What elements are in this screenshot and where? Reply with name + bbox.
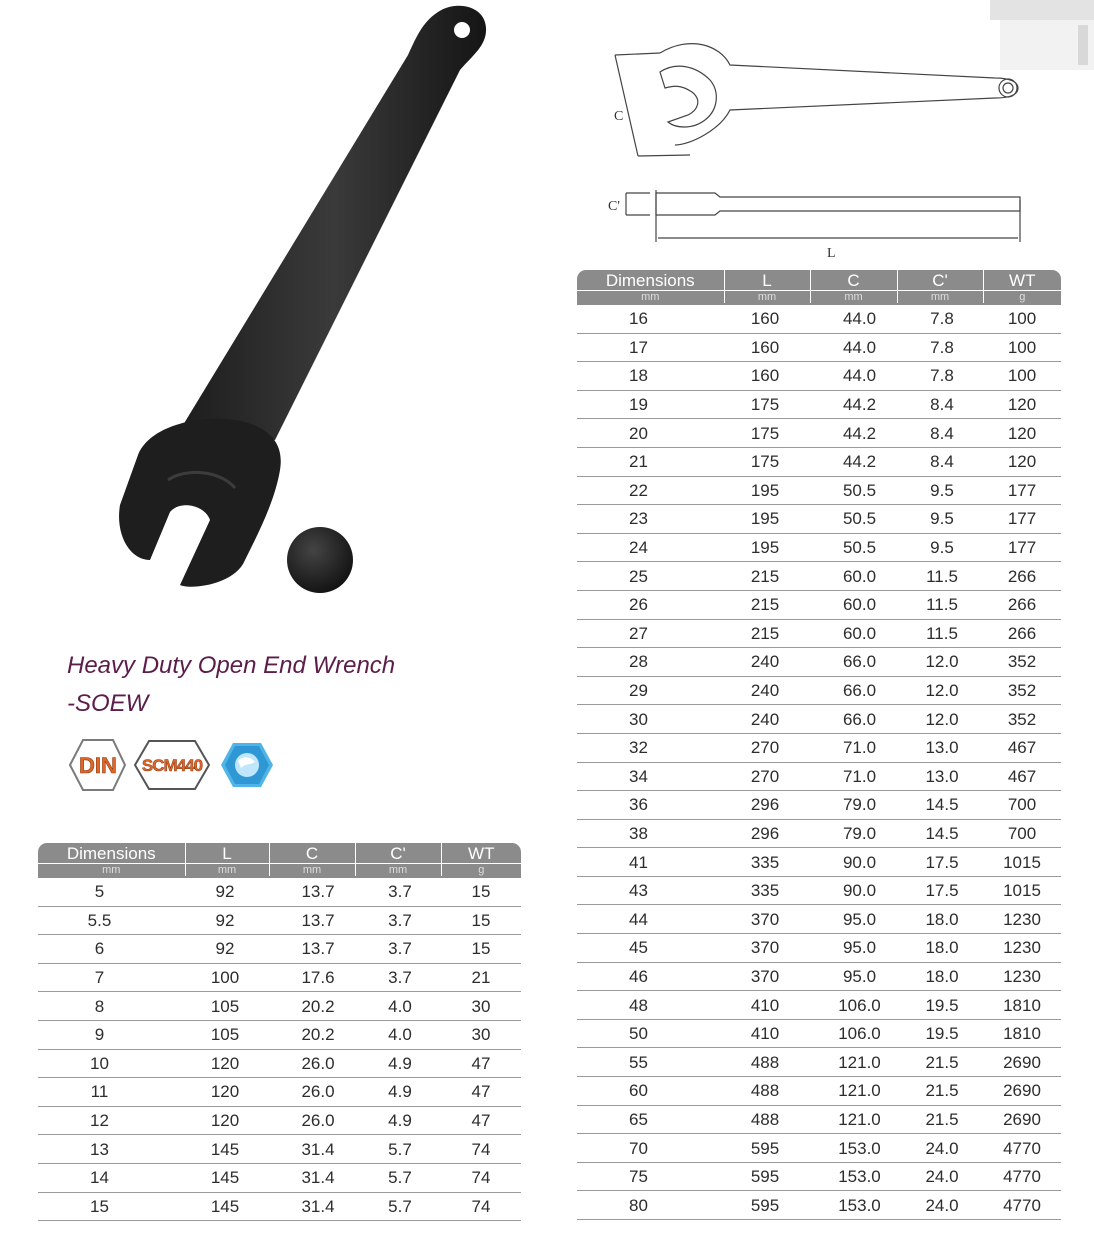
table-row bbox=[577, 362, 1061, 391]
cell-c: 95.0 bbox=[810, 962, 897, 991]
cell-l: 296 bbox=[724, 791, 810, 820]
cell-wt: 1230 bbox=[983, 934, 1061, 963]
cell-l: 120 bbox=[185, 1078, 269, 1107]
cell-c-prime: 19.5 bbox=[897, 991, 983, 1020]
cell-size: 11 bbox=[38, 1078, 185, 1107]
header-l: L mm bbox=[185, 843, 269, 877]
cell-c: 153.0 bbox=[810, 1162, 897, 1191]
cell-size: 6 bbox=[38, 935, 185, 964]
table-row bbox=[577, 848, 1061, 877]
cell-c-prime: 3.7 bbox=[355, 906, 441, 935]
cell-wt: 4770 bbox=[983, 1162, 1061, 1191]
cell-c: 50.5 bbox=[810, 476, 897, 505]
cell-size: 60 bbox=[577, 1077, 724, 1106]
spec-table-large-body bbox=[577, 304, 1061, 1220]
cell-c-prime: 17.5 bbox=[897, 876, 983, 905]
table-row bbox=[577, 333, 1061, 362]
cell-size: 44 bbox=[577, 905, 724, 934]
table-row bbox=[577, 876, 1061, 905]
table-row bbox=[577, 1134, 1061, 1163]
cell-wt: 47 bbox=[441, 1049, 521, 1078]
table-row bbox=[577, 533, 1061, 562]
cell-size: 28 bbox=[577, 648, 724, 677]
table-row bbox=[38, 1049, 521, 1078]
cell-c: 44.2 bbox=[810, 390, 897, 419]
cell-l: 335 bbox=[724, 848, 810, 877]
cell-wt: 21 bbox=[441, 963, 521, 992]
certification-badges bbox=[65, 735, 285, 795]
table-row bbox=[577, 419, 1061, 448]
table-row bbox=[577, 619, 1061, 648]
cell-l: 160 bbox=[724, 333, 810, 362]
cell-c-prime: 7.8 bbox=[897, 304, 983, 333]
cell-l: 175 bbox=[724, 390, 810, 419]
header-dimensions: Dimensions mm bbox=[38, 843, 185, 877]
cell-c-prime: 19.5 bbox=[897, 1019, 983, 1048]
drawing-label-c: C bbox=[614, 109, 624, 124]
table-row bbox=[577, 590, 1061, 619]
table-row bbox=[577, 505, 1061, 534]
cell-l: 105 bbox=[185, 992, 269, 1021]
cell-size: 24 bbox=[577, 533, 724, 562]
cell-size: 45 bbox=[577, 934, 724, 963]
cell-l: 370 bbox=[724, 962, 810, 991]
cell-l: 195 bbox=[724, 505, 810, 534]
cell-c-prime: 11.5 bbox=[897, 562, 983, 591]
cell-wt: 30 bbox=[441, 1020, 521, 1049]
table-row bbox=[577, 1048, 1061, 1077]
cell-l: 195 bbox=[724, 533, 810, 562]
table-row bbox=[577, 390, 1061, 419]
cell-l: 370 bbox=[724, 905, 810, 934]
cell-l: 410 bbox=[724, 1019, 810, 1048]
cell-wt: 15 bbox=[441, 906, 521, 935]
cell-c: 31.4 bbox=[269, 1135, 355, 1164]
table-row bbox=[38, 1078, 521, 1107]
cell-wt: 30 bbox=[441, 992, 521, 1021]
table-row bbox=[577, 1077, 1061, 1106]
drawing-label-l: L bbox=[827, 246, 836, 261]
cell-c-prime: 14.5 bbox=[897, 819, 983, 848]
cell-c: 31.4 bbox=[269, 1192, 355, 1221]
cell-c-prime: 7.8 bbox=[897, 362, 983, 391]
spec-table-small-body bbox=[38, 877, 521, 1221]
cell-c-prime: 8.4 bbox=[897, 419, 983, 448]
cell-size: 7 bbox=[38, 963, 185, 992]
cell-c: 66.0 bbox=[810, 648, 897, 677]
spec-table-header bbox=[577, 270, 1061, 304]
cell-c: 13.7 bbox=[269, 877, 355, 906]
cell-size: 15 bbox=[38, 1192, 185, 1221]
cell-size: 10 bbox=[38, 1049, 185, 1078]
table-row bbox=[577, 648, 1061, 677]
cell-c: 44.0 bbox=[810, 362, 897, 391]
cell-c: 95.0 bbox=[810, 905, 897, 934]
cell-wt: 177 bbox=[983, 476, 1061, 505]
cell-l: 335 bbox=[724, 876, 810, 905]
cell-l: 160 bbox=[724, 304, 810, 333]
cell-c: 106.0 bbox=[810, 991, 897, 1020]
cell-c: 90.0 bbox=[810, 848, 897, 877]
cell-size: 13 bbox=[38, 1135, 185, 1164]
cell-c-prime: 21.5 bbox=[897, 1105, 983, 1134]
cell-wt: 120 bbox=[983, 447, 1061, 476]
cell-wt: 177 bbox=[983, 505, 1061, 534]
cell-c: 90.0 bbox=[810, 876, 897, 905]
spec-table-large bbox=[577, 270, 1061, 1220]
cell-wt: 352 bbox=[983, 705, 1061, 734]
cell-size: 23 bbox=[577, 505, 724, 534]
cell-size: 9 bbox=[38, 1020, 185, 1049]
cell-c-prime: 12.0 bbox=[897, 648, 983, 677]
cell-c-prime: 13.0 bbox=[897, 733, 983, 762]
cell-l: 240 bbox=[724, 676, 810, 705]
cell-wt: 1230 bbox=[983, 962, 1061, 991]
cell-size: 5 bbox=[38, 877, 185, 906]
cell-l: 175 bbox=[724, 447, 810, 476]
cell-c-prime: 5.7 bbox=[355, 1192, 441, 1221]
cell-size: 16 bbox=[577, 304, 724, 333]
table-row bbox=[38, 1192, 521, 1221]
cell-c: 71.0 bbox=[810, 762, 897, 791]
cell-wt: 2690 bbox=[983, 1077, 1061, 1106]
cell-c: 26.0 bbox=[269, 1106, 355, 1135]
cell-wt: 700 bbox=[983, 791, 1061, 820]
cell-l: 92 bbox=[185, 877, 269, 906]
cell-l: 92 bbox=[185, 906, 269, 935]
header-c: C mm bbox=[269, 843, 355, 877]
cell-size: 27 bbox=[577, 619, 724, 648]
cell-c: 153.0 bbox=[810, 1134, 897, 1163]
cell-size: 8 bbox=[38, 992, 185, 1021]
cell-c-prime: 18.0 bbox=[897, 962, 983, 991]
table-row bbox=[38, 935, 521, 964]
cell-size: 36 bbox=[577, 791, 724, 820]
cell-c: 50.5 bbox=[810, 505, 897, 534]
cell-size: 55 bbox=[577, 1048, 724, 1077]
cell-c-prime: 9.5 bbox=[897, 505, 983, 534]
cell-l: 296 bbox=[724, 819, 810, 848]
cell-wt: 15 bbox=[441, 935, 521, 964]
cell-c: 66.0 bbox=[810, 676, 897, 705]
cell-c-prime: 3.7 bbox=[355, 877, 441, 906]
cell-size: 65 bbox=[577, 1105, 724, 1134]
cell-size: 12 bbox=[38, 1106, 185, 1135]
cell-l: 145 bbox=[185, 1163, 269, 1192]
cell-l: 100 bbox=[185, 963, 269, 992]
cell-c-prime: 4.9 bbox=[355, 1106, 441, 1135]
table-row bbox=[577, 819, 1061, 848]
cell-c: 60.0 bbox=[810, 619, 897, 648]
cell-size: 75 bbox=[577, 1162, 724, 1191]
globe-icon bbox=[235, 753, 259, 777]
cell-l: 195 bbox=[724, 476, 810, 505]
spec-table-small bbox=[38, 843, 521, 1221]
cell-l: 215 bbox=[724, 562, 810, 591]
table-row bbox=[577, 304, 1061, 333]
header-dimensions: Dimensions mm bbox=[577, 270, 724, 304]
din-badge bbox=[70, 740, 125, 790]
table-row bbox=[577, 791, 1061, 820]
cell-c: 153.0 bbox=[810, 1191, 897, 1220]
table-row bbox=[577, 762, 1061, 791]
cell-c-prime: 8.4 bbox=[897, 447, 983, 476]
cell-l: 120 bbox=[185, 1106, 269, 1135]
drawing-label-c-prime: C' bbox=[608, 199, 620, 214]
cell-c-prime: 14.5 bbox=[897, 791, 983, 820]
scm440-badge bbox=[135, 741, 209, 789]
cell-size: 48 bbox=[577, 991, 724, 1020]
cell-c: 44.2 bbox=[810, 419, 897, 448]
cell-l: 370 bbox=[724, 934, 810, 963]
cell-c: 106.0 bbox=[810, 1019, 897, 1048]
table-row bbox=[38, 1020, 521, 1049]
cell-c-prime: 18.0 bbox=[897, 905, 983, 934]
table-row bbox=[577, 1162, 1061, 1191]
table-row bbox=[577, 1019, 1061, 1048]
table-row bbox=[577, 991, 1061, 1020]
cell-size: 43 bbox=[577, 876, 724, 905]
cell-c-prime: 4.9 bbox=[355, 1078, 441, 1107]
cell-l: 595 bbox=[724, 1162, 810, 1191]
product-title-line-1: Heavy Duty Open End Wrench bbox=[67, 652, 396, 679]
globe-badge bbox=[221, 743, 273, 787]
cell-wt: 4770 bbox=[983, 1134, 1061, 1163]
cell-c-prime: 11.5 bbox=[897, 619, 983, 648]
cell-c: 71.0 bbox=[810, 733, 897, 762]
cell-wt: 74 bbox=[441, 1135, 521, 1164]
cell-size: 25 bbox=[577, 562, 724, 591]
cell-c: 20.2 bbox=[269, 992, 355, 1021]
header-wt: WT g bbox=[441, 843, 521, 877]
table-row bbox=[577, 476, 1061, 505]
cell-size: 21 bbox=[577, 447, 724, 476]
cell-c: 50.5 bbox=[810, 533, 897, 562]
cell-c-prime: 3.7 bbox=[355, 963, 441, 992]
wrench-product-image bbox=[60, 0, 500, 610]
cell-c: 26.0 bbox=[269, 1049, 355, 1078]
cell-wt: 266 bbox=[983, 590, 1061, 619]
cell-c-prime: 9.5 bbox=[897, 533, 983, 562]
cell-size: 14 bbox=[38, 1163, 185, 1192]
cell-wt: 100 bbox=[983, 304, 1061, 333]
cell-wt: 1015 bbox=[983, 876, 1061, 905]
cell-wt: 2690 bbox=[983, 1048, 1061, 1077]
cell-size: 80 bbox=[577, 1191, 724, 1220]
cell-size: 41 bbox=[577, 848, 724, 877]
cell-l: 595 bbox=[724, 1134, 810, 1163]
cell-l: 175 bbox=[724, 419, 810, 448]
cell-c-prime: 3.7 bbox=[355, 935, 441, 964]
cell-wt: 1230 bbox=[983, 905, 1061, 934]
cell-wt: 1810 bbox=[983, 1019, 1061, 1048]
din-badge-text: DIN bbox=[79, 753, 117, 778]
cell-l: 145 bbox=[185, 1192, 269, 1221]
cell-wt: 100 bbox=[983, 333, 1061, 362]
header-c-prime: C' mm bbox=[355, 843, 441, 877]
cell-c: 121.0 bbox=[810, 1105, 897, 1134]
table-row bbox=[577, 676, 1061, 705]
cell-c: 44.0 bbox=[810, 304, 897, 333]
cell-c: 60.0 bbox=[810, 562, 897, 591]
cell-c-prime: 5.7 bbox=[355, 1163, 441, 1192]
cell-wt: 2690 bbox=[983, 1105, 1061, 1134]
header-c-prime: C' mm bbox=[897, 270, 983, 304]
table-row bbox=[577, 934, 1061, 963]
cell-c-prime: 7.8 bbox=[897, 333, 983, 362]
cell-size: 17 bbox=[577, 333, 724, 362]
cell-wt: 47 bbox=[441, 1078, 521, 1107]
cell-c-prime: 8.4 bbox=[897, 390, 983, 419]
table-row bbox=[577, 733, 1061, 762]
wrench-top-view-drawing bbox=[580, 20, 1040, 170]
wrench-side-view-drawing bbox=[580, 180, 1040, 265]
table-row bbox=[38, 1163, 521, 1192]
table-row bbox=[38, 1106, 521, 1135]
spec-table-header bbox=[38, 843, 521, 877]
cell-wt: 47 bbox=[441, 1106, 521, 1135]
cell-c: 66.0 bbox=[810, 705, 897, 734]
cell-c-prime: 13.0 bbox=[897, 762, 983, 791]
cell-c-prime: 9.5 bbox=[897, 476, 983, 505]
cell-l: 270 bbox=[724, 762, 810, 791]
cell-c: 44.0 bbox=[810, 333, 897, 362]
cell-size: 29 bbox=[577, 676, 724, 705]
cell-c: 60.0 bbox=[810, 590, 897, 619]
cell-c: 26.0 bbox=[269, 1078, 355, 1107]
cell-l: 120 bbox=[185, 1049, 269, 1078]
cell-c: 79.0 bbox=[810, 791, 897, 820]
cell-size: 20 bbox=[577, 419, 724, 448]
cell-size: 46 bbox=[577, 962, 724, 991]
table-row bbox=[577, 562, 1061, 591]
cell-size: 22 bbox=[577, 476, 724, 505]
cell-l: 595 bbox=[724, 1191, 810, 1220]
cell-l: 240 bbox=[724, 648, 810, 677]
header-c: C mm bbox=[810, 270, 897, 304]
cell-wt: 74 bbox=[441, 1163, 521, 1192]
table-row bbox=[577, 905, 1061, 934]
cell-c-prime: 4.0 bbox=[355, 1020, 441, 1049]
table-row bbox=[38, 992, 521, 1021]
cell-wt: 1015 bbox=[983, 848, 1061, 877]
cell-l: 488 bbox=[724, 1048, 810, 1077]
cell-c: 79.0 bbox=[810, 819, 897, 848]
cell-c-prime: 24.0 bbox=[897, 1162, 983, 1191]
cell-size: 18 bbox=[577, 362, 724, 391]
table-row bbox=[577, 705, 1061, 734]
table-row bbox=[38, 963, 521, 992]
cell-wt: 352 bbox=[983, 676, 1061, 705]
cell-l: 410 bbox=[724, 991, 810, 1020]
table-row bbox=[577, 1105, 1061, 1134]
cell-wt: 700 bbox=[983, 819, 1061, 848]
cell-c: 121.0 bbox=[810, 1077, 897, 1106]
cell-wt: 467 bbox=[983, 762, 1061, 791]
cell-wt: 120 bbox=[983, 419, 1061, 448]
cell-c: 44.2 bbox=[810, 447, 897, 476]
cell-wt: 74 bbox=[441, 1192, 521, 1221]
cell-wt: 100 bbox=[983, 362, 1061, 391]
cell-size: 19 bbox=[577, 390, 724, 419]
cell-wt: 120 bbox=[983, 390, 1061, 419]
cell-c-prime: 24.0 bbox=[897, 1134, 983, 1163]
cell-l: 240 bbox=[724, 705, 810, 734]
cell-c-prime: 4.9 bbox=[355, 1049, 441, 1078]
cell-c-prime: 5.7 bbox=[355, 1135, 441, 1164]
cell-l: 215 bbox=[724, 619, 810, 648]
scm440-badge-text: SCM440 bbox=[141, 756, 203, 775]
cell-c: 17.6 bbox=[269, 963, 355, 992]
cell-l: 488 bbox=[724, 1105, 810, 1134]
cell-l: 105 bbox=[185, 1020, 269, 1049]
header-wt: WT g bbox=[983, 270, 1061, 304]
cell-wt: 15 bbox=[441, 877, 521, 906]
cell-l: 488 bbox=[724, 1077, 810, 1106]
table-row bbox=[38, 1135, 521, 1164]
cell-size: 38 bbox=[577, 819, 724, 848]
cell-c-prime: 12.0 bbox=[897, 676, 983, 705]
cell-l: 145 bbox=[185, 1135, 269, 1164]
cell-wt: 266 bbox=[983, 562, 1061, 591]
cell-size: 50 bbox=[577, 1019, 724, 1048]
cell-c: 13.7 bbox=[269, 906, 355, 935]
cell-l: 215 bbox=[724, 590, 810, 619]
cell-size: 30 bbox=[577, 705, 724, 734]
cell-size: 34 bbox=[577, 762, 724, 791]
header-l: L mm bbox=[724, 270, 810, 304]
cell-l: 92 bbox=[185, 935, 269, 964]
product-title-line-2: -SOEW bbox=[67, 690, 149, 717]
cell-c: 95.0 bbox=[810, 934, 897, 963]
cell-wt: 352 bbox=[983, 648, 1061, 677]
cell-size: 70 bbox=[577, 1134, 724, 1163]
cell-c: 13.7 bbox=[269, 935, 355, 964]
table-row bbox=[38, 877, 521, 906]
cell-c: 121.0 bbox=[810, 1048, 897, 1077]
cell-c: 31.4 bbox=[269, 1163, 355, 1192]
table-row bbox=[577, 447, 1061, 476]
cell-l: 270 bbox=[724, 733, 810, 762]
cell-wt: 4770 bbox=[983, 1191, 1061, 1220]
cell-wt: 177 bbox=[983, 533, 1061, 562]
cell-wt: 266 bbox=[983, 619, 1061, 648]
cell-c-prime: 21.5 bbox=[897, 1048, 983, 1077]
cell-c-prime: 17.5 bbox=[897, 848, 983, 877]
cell-c-prime: 12.0 bbox=[897, 705, 983, 734]
table-row bbox=[577, 962, 1061, 991]
cell-c-prime: 11.5 bbox=[897, 590, 983, 619]
product-title bbox=[67, 647, 507, 723]
cell-c-prime: 18.0 bbox=[897, 934, 983, 963]
table-row bbox=[38, 906, 521, 935]
cell-c-prime: 4.0 bbox=[355, 992, 441, 1021]
cell-size: 32 bbox=[577, 733, 724, 762]
cell-c: 20.2 bbox=[269, 1020, 355, 1049]
cell-wt: 467 bbox=[983, 733, 1061, 762]
cell-c-prime: 21.5 bbox=[897, 1077, 983, 1106]
cell-wt: 1810 bbox=[983, 991, 1061, 1020]
cell-size: 5.5 bbox=[38, 906, 185, 935]
cell-c-prime: 24.0 bbox=[897, 1191, 983, 1220]
cell-size: 26 bbox=[577, 590, 724, 619]
table-row bbox=[577, 1191, 1061, 1220]
cell-l: 160 bbox=[724, 362, 810, 391]
